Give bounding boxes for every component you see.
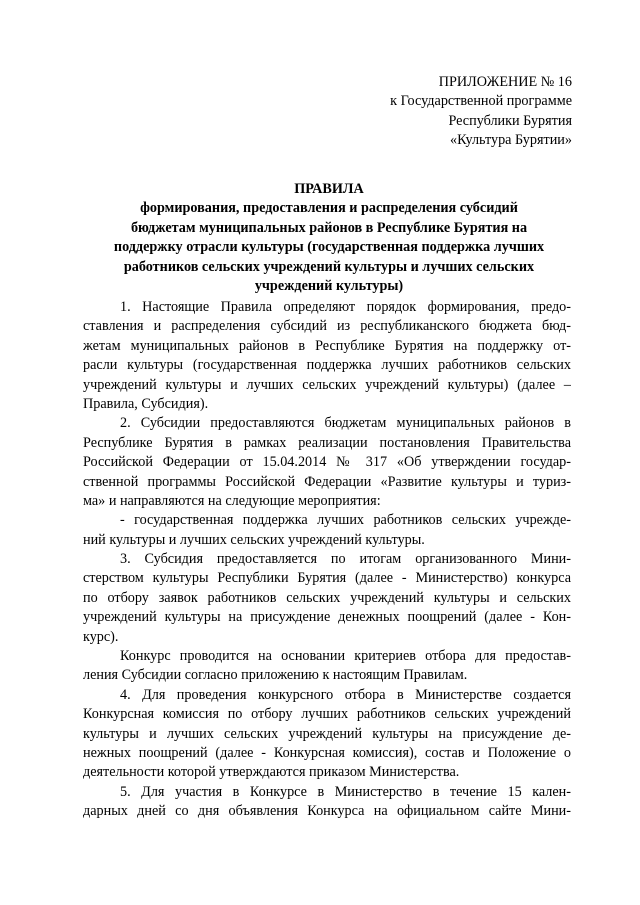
paragraph-3-line: курс). — [83, 628, 119, 645]
title-line: учреждений культуры) — [254, 278, 404, 295]
appendix-number: ПРИЛОЖЕНИЕ № 16 — [438, 74, 572, 90]
paragraph-1-line: учреждений культуры и лучших сельских учреждений культуры) (далее – — [83, 376, 571, 393]
title-line: формирования, предоставления и распределения субсидий — [140, 200, 518, 217]
document-title — [70, 180, 588, 296]
title-heading: ПРАВИЛА — [294, 181, 364, 197]
paragraph-4-line: нежных поощрений (далее - Конкурсная комиссия), состав и Положение о — [83, 744, 571, 761]
paragraph-4-line: культуры и лучших сельских учреждений культуры на присуждение де- — [83, 725, 571, 742]
paragraph-2-line: ственной программы Российской Федерации «Развитие культуры и туриз- — [83, 473, 571, 490]
paragraph-1-line: жетам муниципальных районов в Республике Бурятия на поддержку от- — [83, 337, 571, 354]
paragraph-1-line: Правила, Субсидия). — [83, 395, 209, 412]
title-line: работников сельских учреждений культуры и лучших сельских — [123, 258, 535, 275]
appendix-line: к Государственной программе — [390, 93, 572, 110]
paragraph-3-line: 3. Субсидия предоставляется по итогам организованного Мини- — [120, 551, 571, 568]
list-item-line: ний культуры и лучших сельских учреждений культуры. — [83, 531, 425, 548]
paragraph-2-line: Республике Бурятия в рамках реализации постановления Правительства — [83, 434, 571, 451]
title-line: бюджетам муниципальных районов в Республике Бурятия на — [130, 219, 528, 236]
list-item-line: - государственная поддержка лучших работников сельских учрежде- — [120, 512, 571, 529]
appendix-line: «Культура Бурятии» — [450, 132, 572, 149]
paragraph-3-line: по отбору заявок работников сельских учреждений культуры и сельских — [83, 589, 571, 606]
paragraph-2-line: Российской Федерации от 15.04.2014 № 317 «Об утверждении государ- — [83, 454, 571, 471]
paragraph-4-line: Конкурсная комиссия по отбору лучших работников сельских учреждений — [83, 706, 571, 723]
paragraph-4-line: 4. Для проведения конкурсного отбора в Министерстве создается — [120, 686, 571, 703]
title-line: поддержку отрасли культуры (государственная поддержка лучших — [113, 239, 545, 256]
appendix-header — [390, 73, 572, 151]
paragraph-3-line: стерством культуры Республики Бурятия (далее - Министерство) конкурса — [83, 570, 571, 587]
paragraph-3b-line: ления Субсидии согласно приложению к настоящим Правилам. — [83, 667, 468, 684]
paragraph-2-line: 2. Субсидии предоставляются бюджетам муниципальных районов в — [120, 415, 571, 432]
paragraph-4-line: деятельности которой утверждаются приказом Министерства. — [83, 764, 460, 781]
paragraph-3b-line: Конкурс проводится на основании критериев отбора для предостав- — [120, 648, 571, 665]
paragraph-1-line: расли культуры (государственная поддержка лучших работников сельских — [83, 357, 571, 374]
paragraph-5-line: дарных дней со дня объявления Конкурса на официальном сайте Мини- — [83, 803, 571, 820]
paragraph-2-line: ма» и направляются на следующие мероприятия: — [83, 492, 381, 509]
appendix-line: Республики Бурятия — [448, 112, 572, 129]
paragraph-5-line: 5. Для участия в Конкурсе в Министерство в течение 15 кален- — [120, 783, 571, 800]
paragraph-3-line: учреждений культуры на присуждение денежных поощрений (далее - Кон- — [83, 609, 571, 626]
paragraph-1-line: 1. Настоящие Правила определяют порядок формирования, предо- — [120, 299, 571, 315]
document-body — [83, 298, 571, 822]
paragraph-1-line: ставления и распределения субсидий из республиканского бюджета бюд- — [83, 318, 571, 335]
